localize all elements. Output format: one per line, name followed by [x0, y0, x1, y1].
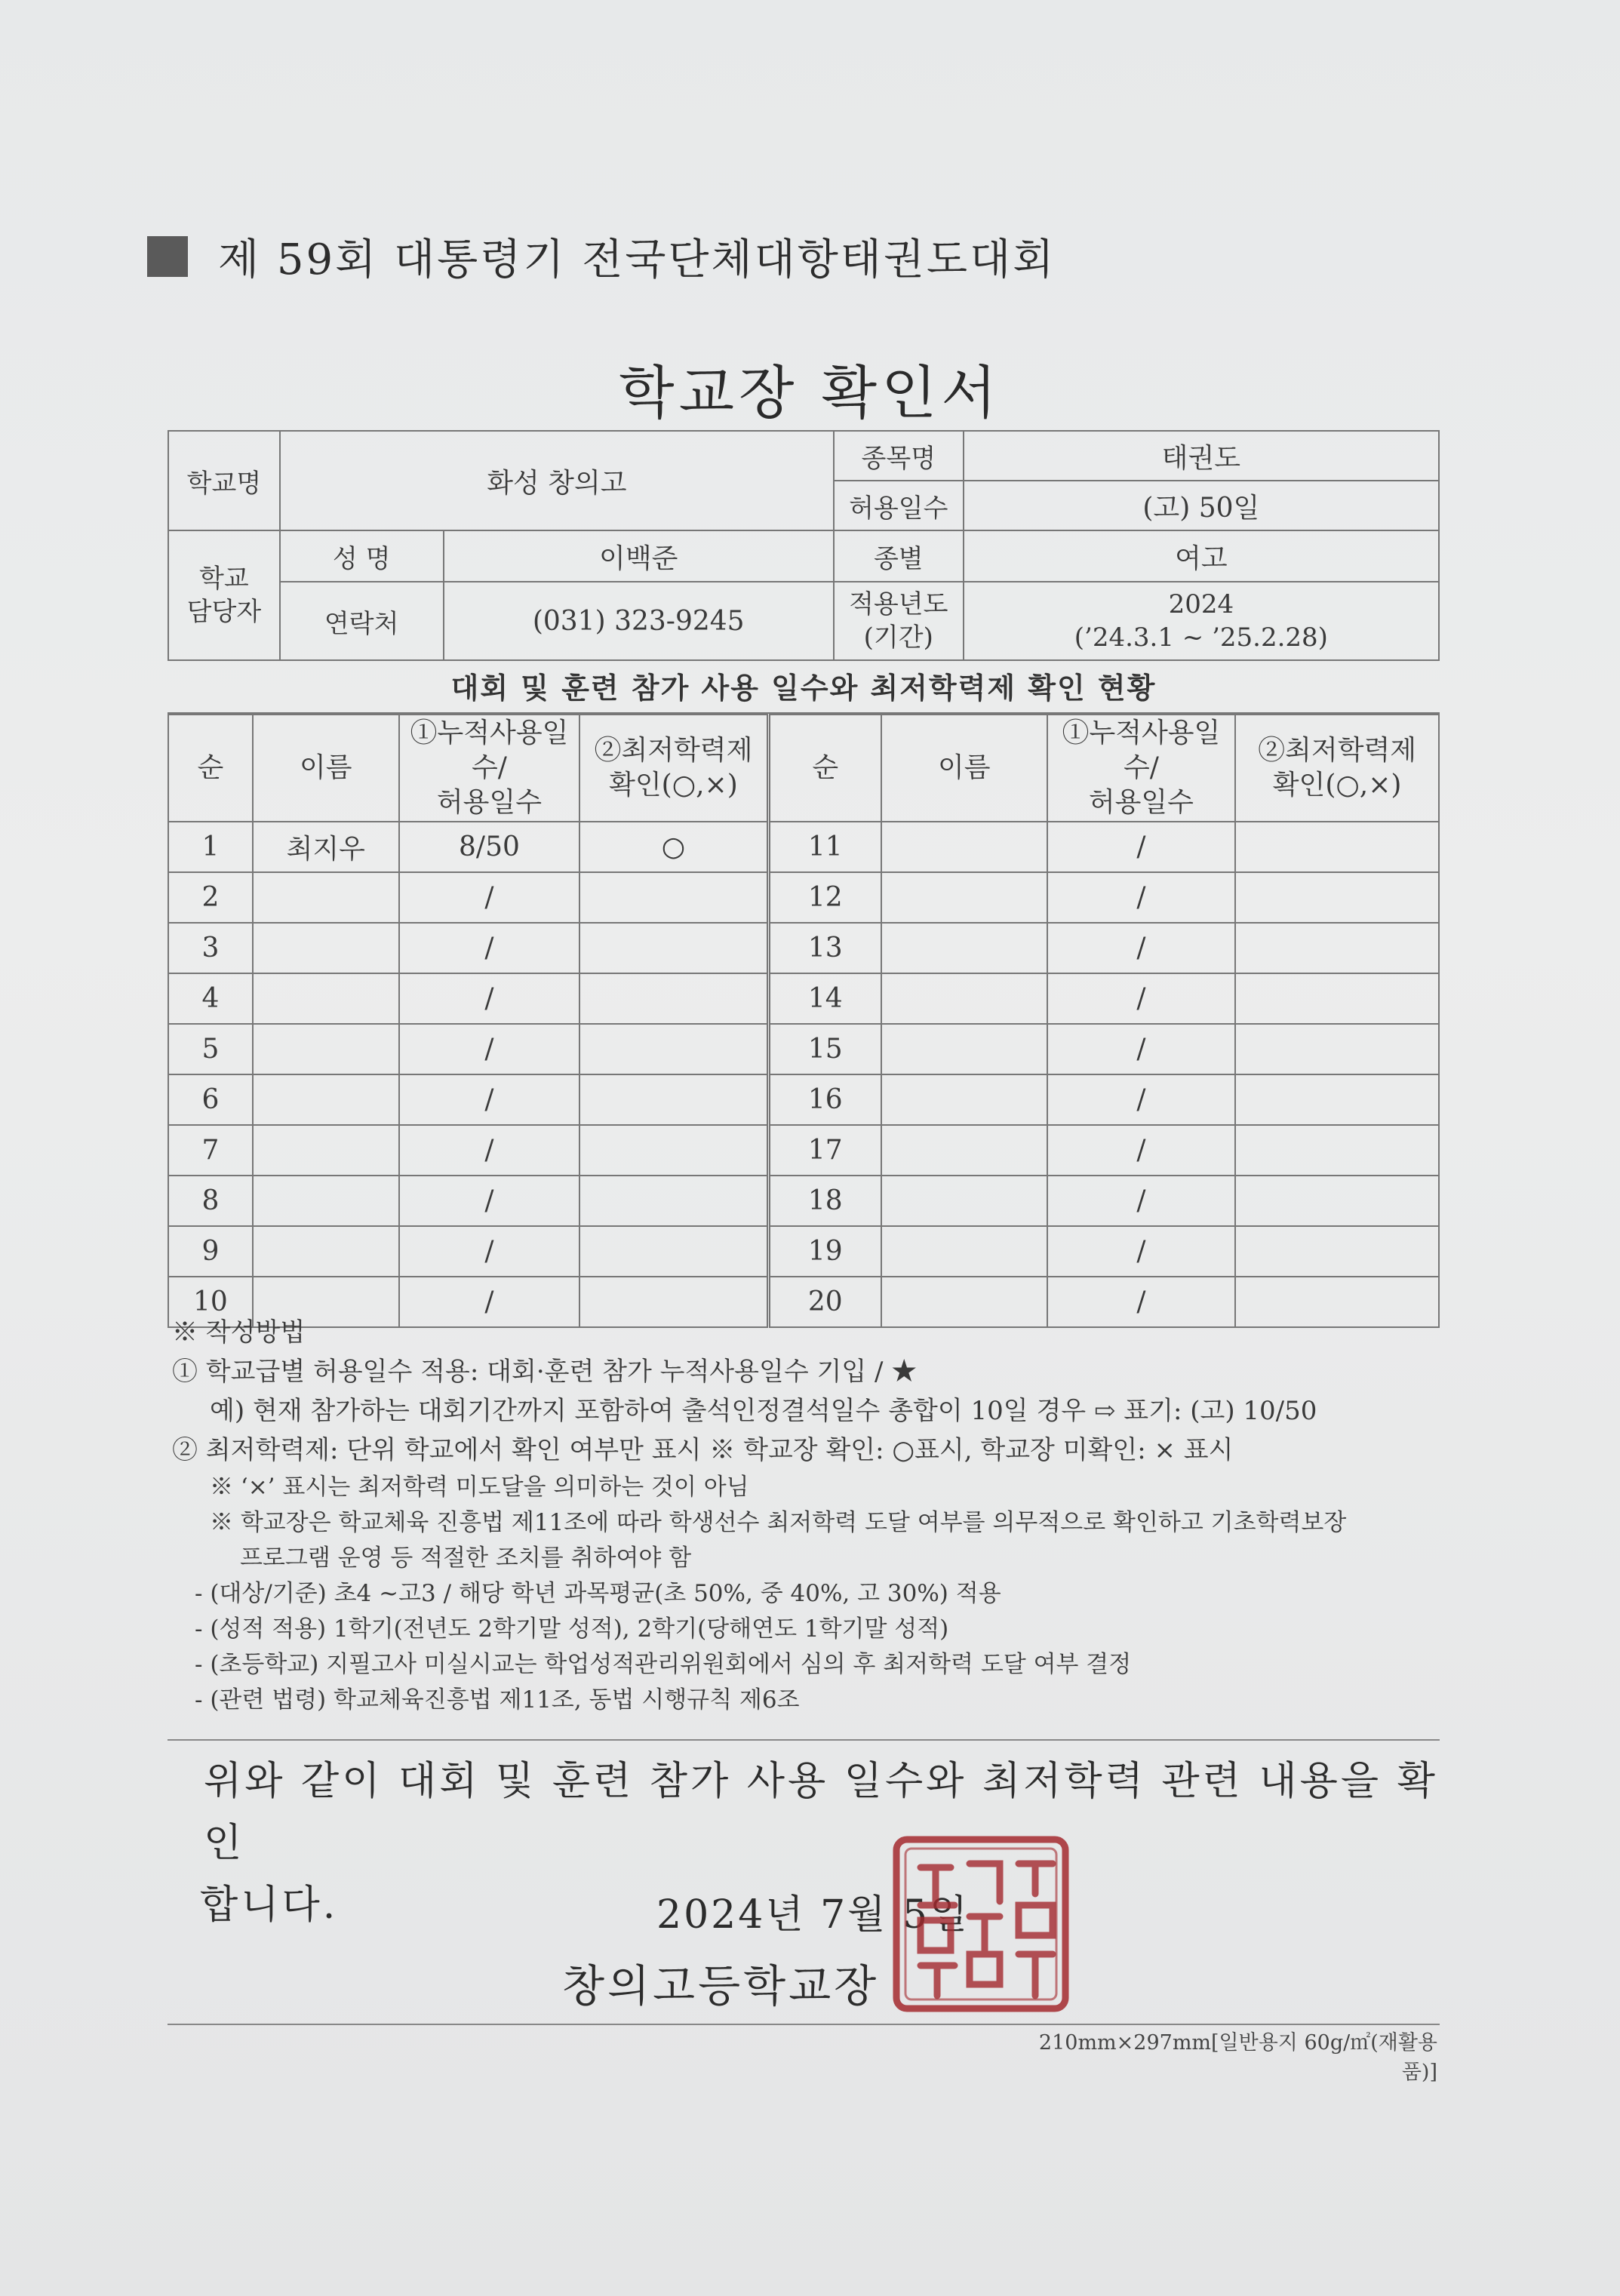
divider-bottom [168, 2024, 1440, 2025]
row-name-right [881, 1125, 1047, 1176]
row-name [253, 872, 399, 923]
row-academic-check [579, 1176, 768, 1226]
row-no: 1 [168, 822, 253, 872]
row-days-right: / [1047, 1226, 1236, 1277]
row-no: 4 [168, 973, 253, 1024]
period-value: (’24.3.1 ~ ’25.2.28) [1074, 622, 1328, 653]
info-table [168, 430, 1440, 661]
sport-value: 태권도 [964, 431, 1439, 481]
table-row [168, 1125, 1439, 1176]
table-row [168, 1226, 1439, 1277]
year-value: 2024 [1168, 589, 1234, 619]
col-header-academic [579, 715, 768, 822]
confirmation-line-1: 위와 같이 대회 및 훈련 참가 사용 일수와 최저학력 관련 내용을 확인 [204, 1759, 1438, 1866]
row-no-right: 20 [768, 1277, 881, 1327]
table-row [168, 872, 1439, 923]
col-header-days-right-line2: 허용일수 [1088, 787, 1194, 818]
row-no: 6 [168, 1074, 253, 1125]
row-no-right: 19 [768, 1226, 881, 1277]
row-academic-check-right [1235, 822, 1439, 872]
roster-table [168, 714, 1440, 1328]
table-row [168, 822, 1439, 872]
row-days-right: / [1047, 1277, 1236, 1327]
row-academic-check [579, 973, 768, 1024]
row-name-right [881, 1024, 1047, 1074]
row-days-right: / [1047, 1125, 1236, 1176]
row-name-right [881, 1074, 1047, 1125]
row-no: 8 [168, 1176, 253, 1226]
signer-title: 창의고등학교장 [562, 1960, 880, 2012]
notes-section [172, 1313, 1455, 1718]
row-days: / [399, 1226, 580, 1277]
year-value-cell [964, 582, 1439, 660]
row-academic-check-right [1235, 1074, 1439, 1125]
note-sub-2b: 프로그램 운영 등 적절한 조치를 취하여야 함 [240, 1544, 692, 1572]
event-header [147, 226, 1056, 287]
row-name [253, 1024, 399, 1074]
table-row [168, 973, 1439, 1024]
row-days-right: / [1047, 822, 1236, 872]
row-academic-check [579, 872, 768, 923]
row-no-right: 16 [768, 1074, 881, 1125]
col-header-days-right-line1: ①누적사용일수/ [1062, 718, 1221, 783]
row-days-right: / [1047, 872, 1236, 923]
row-name [253, 1125, 399, 1176]
document-title: 학교장 확인서 [619, 359, 1001, 426]
school-label: 학교명 [168, 431, 280, 530]
note-sub-1: ※ ‘×’ 표시는 최저학력 미도달을 의미하는 것이 아님 [210, 1474, 749, 1501]
name-label: 성 명 [280, 530, 444, 582]
note-item-2: ② 최저학력제: 단위 학교에서 확인 여부만 표시 ※ 학교장 확인: ○표시, 학교장 미확인: × 표시 [172, 1435, 1234, 1465]
note-dash-1: - (대상/기준) 초4 ~고3 / 해당 학년 과목평균(초 50%, 중 40%, 고 30%) 적용 [195, 1580, 1001, 1607]
notes-heading: ※ 작성방법 [172, 1317, 306, 1348]
row-days-right: / [1047, 1024, 1236, 1074]
row-academic-check [579, 1074, 768, 1125]
col-header-academic-right-line1: ②최저학력제 [1258, 735, 1417, 766]
sport-label: 종목명 [834, 431, 964, 481]
row-academic-check-right [1235, 923, 1439, 973]
row-days-right: / [1047, 923, 1236, 973]
table-row [168, 923, 1439, 973]
row-academic-check [579, 1125, 768, 1176]
gender-label: 종별 [834, 530, 964, 582]
name-value: 이백준 [444, 530, 834, 582]
table-row [168, 1176, 1439, 1226]
note-item-1-example: 예) 현재 참가하는 대회기간까지 포함하여 출석인정결석일수 총합이 10일 경우 ⇨ 표기: (고) 10/50 [210, 1396, 1317, 1426]
col-header-academic-right [1235, 715, 1439, 822]
row-no: 9 [168, 1226, 253, 1277]
row-days: 8/50 [399, 822, 580, 872]
row-no: 10 [168, 1277, 253, 1327]
row-name [253, 973, 399, 1024]
allowed-days-label: 허용일수 [834, 481, 964, 530]
col-header-days-right [1047, 715, 1236, 822]
row-days-right: / [1047, 973, 1236, 1024]
row-name-right [881, 872, 1047, 923]
row-academic-check: ○ [579, 822, 768, 872]
row-academic-check-right [1235, 1024, 1439, 1074]
row-name-right [881, 923, 1047, 973]
divider-top [168, 1739, 1440, 1741]
row-academic-check-right [1235, 1226, 1439, 1277]
row-name: 최지우 [253, 822, 399, 872]
row-academic-check-right [1235, 1176, 1439, 1226]
table-row [168, 1074, 1439, 1125]
col-header-no: 순 [168, 715, 253, 822]
row-days: / [399, 1176, 580, 1226]
paper-spec: 210mm×297mm[일반용지 60g/㎡(재활용품)] [1038, 2031, 1437, 2084]
manager-label-line1: 학교 [199, 564, 249, 594]
col-header-days-line1: ①누적사용일수/ [410, 718, 569, 783]
note-item-1: ① 학교급별 허용일수 적용: 대회·훈련 참가 누적사용일수 기입 / ★ [172, 1357, 918, 1387]
row-days-right: / [1047, 1176, 1236, 1226]
row-name-right [881, 973, 1047, 1024]
row-name-right [881, 822, 1047, 872]
col-header-name-right: 이름 [881, 715, 1047, 822]
row-no: 2 [168, 872, 253, 923]
col-header-days [399, 715, 580, 822]
row-academic-check [579, 1024, 768, 1074]
note-dash-2: - (성적 적용) 1학기(전년도 2학기말 성적), 2학기(당해연도 1학기말 성적) [195, 1615, 949, 1643]
manager-label [168, 530, 280, 660]
row-days: / [399, 1125, 580, 1176]
allowed-days-value: (고) 50일 [964, 481, 1439, 530]
year-label-line2: (기간) [863, 622, 933, 653]
row-no-right: 11 [768, 822, 881, 872]
row-name [253, 1074, 399, 1125]
year-label-line1: 적용년도 [849, 589, 948, 619]
row-academic-check-right [1235, 973, 1439, 1024]
roster-body [168, 822, 1439, 1327]
table-row [168, 1024, 1439, 1074]
status-section-title: 대회 및 훈련 참가 사용 일수와 최저학력제 확인 현황 [168, 664, 1440, 714]
row-name [253, 923, 399, 973]
col-header-name: 이름 [253, 715, 399, 822]
year-label [834, 582, 964, 660]
col-header-academic-line1: ②최저학력제 [594, 735, 753, 766]
row-academic-check [579, 923, 768, 973]
confirmation-line-2: 합니다. [200, 1883, 339, 1928]
note-sub-2a: ※ 학교장은 학교체육 진흥법 제11조에 따라 학생선수 최저학력 도달 여부를 의무적으로 확인하고 기초학력보장 [210, 1509, 1347, 1536]
col-header-days-line2: 허용일수 [436, 787, 542, 818]
square-bullet-icon [147, 236, 188, 277]
col-header-no-right: 순 [768, 715, 881, 822]
row-academic-check-right [1235, 872, 1439, 923]
row-name-right [881, 1176, 1047, 1226]
row-academic-check [579, 1226, 768, 1277]
row-name [253, 1226, 399, 1277]
row-no-right: 13 [768, 923, 881, 973]
row-days: / [399, 872, 580, 923]
row-no-right: 12 [768, 872, 881, 923]
issue-date: 2024년 7월 5일 [656, 1892, 970, 1938]
row-name-right [881, 1226, 1047, 1277]
row-days: / [399, 1277, 580, 1327]
row-days-right: / [1047, 1074, 1236, 1125]
row-no-right: 15 [768, 1024, 881, 1074]
row-no-right: 14 [768, 973, 881, 1024]
contact-value: (031) 323-9245 [444, 582, 834, 660]
gender-value: 여고 [964, 530, 1439, 582]
row-academic-check-right [1235, 1125, 1439, 1176]
row-name [253, 1176, 399, 1226]
note-dash-3: - (초등학교) 지필고사 미실시교는 학업성적관리위원회에서 심의 후 최저학력 도달 여부 결정 [195, 1651, 1132, 1678]
row-no: 3 [168, 923, 253, 973]
official-seal-stamp [890, 1833, 1071, 2015]
school-value: 화성 창의고 [280, 431, 834, 530]
row-days: / [399, 1074, 580, 1125]
manager-label-line2: 담당자 [186, 597, 262, 627]
col-header-academic-right-line2: 확인(○,×) [1272, 770, 1402, 801]
row-days: / [399, 1024, 580, 1074]
col-header-academic-line2: 확인(○,×) [609, 770, 738, 801]
event-title: 제 59회 대통령기 전국단체대항태권도대회 [218, 235, 1056, 284]
row-days: / [399, 923, 580, 973]
row-no: 7 [168, 1125, 253, 1176]
note-dash-4: - (관련 법령) 학교체육진흥법 제11조, 동법 시행규칙 제6조 [195, 1686, 800, 1714]
row-no-right: 17 [768, 1125, 881, 1176]
row-days: / [399, 973, 580, 1024]
row-no: 5 [168, 1024, 253, 1074]
contact-label: 연락처 [280, 582, 444, 660]
row-no-right: 18 [768, 1176, 881, 1226]
